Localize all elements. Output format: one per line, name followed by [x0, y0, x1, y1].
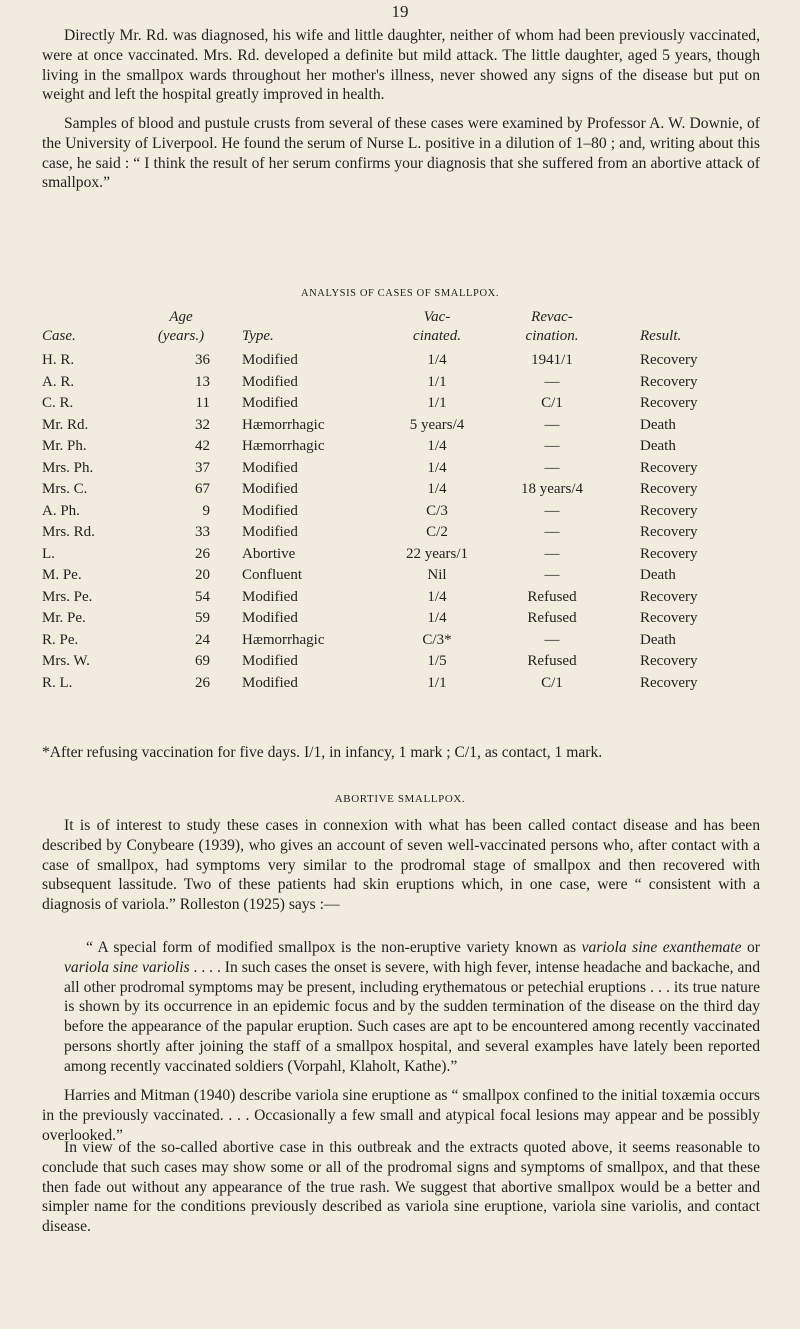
table-cell: — [544, 567, 560, 584]
section-title: ABORTIVE SMALLPOX. [334, 793, 466, 805]
table-cell: C. R. [42, 395, 74, 412]
table-cell: Confluent [242, 567, 302, 584]
table-cell: Recovery [640, 395, 698, 412]
table-cell: Modified [242, 588, 298, 605]
table-cell: Recovery [640, 481, 698, 498]
table-cell: A. Ph. [42, 502, 80, 519]
table-header-row [42, 306, 750, 350]
table-cell: Death [640, 631, 676, 648]
smallpox-cases-table [42, 306, 750, 694]
table-cell: Recovery [640, 373, 698, 390]
table-cell: Nil [427, 567, 447, 584]
table-row [42, 501, 750, 523]
table-cell: C/1 [541, 674, 563, 691]
table-cell: Mrs. Pe. [42, 588, 93, 605]
table-cell: C/3* [422, 631, 452, 648]
table-row [42, 479, 750, 501]
table-cell: Mrs. C. [42, 481, 88, 498]
table-row [42, 458, 750, 480]
table-cell: Mr. Pe. [42, 610, 86, 627]
page-number: 19 [391, 2, 409, 21]
table-cell: 11 [195, 395, 210, 412]
table-cell: Refused [527, 653, 577, 670]
table-cell: 59 [195, 610, 210, 627]
table-cell: 37 [195, 459, 210, 476]
column-header: Revac- cination. [525, 309, 579, 344]
table-cell: Mrs. Ph. [42, 459, 94, 476]
table-cell: 54 [195, 588, 210, 605]
table-row [42, 544, 750, 566]
table-cell: Mr. Ph. [42, 438, 87, 455]
table-cell: Modified [242, 481, 298, 498]
table-cell: Modified [242, 352, 298, 369]
table-cell: — [544, 438, 560, 455]
quote-term: variola sine variolis [64, 958, 190, 976]
table-cell: 1/4 [427, 352, 447, 369]
table-cell: Recovery [640, 459, 698, 476]
column-header: Result. [640, 328, 682, 344]
table-cell: Modified [242, 459, 298, 476]
table-cell: 1/1 [427, 395, 447, 412]
table-row [42, 630, 750, 652]
table-cell: 1/5 [427, 653, 447, 670]
table-cell: 24 [195, 631, 210, 648]
paragraph-serum: Samples of blood and pustule crusts from several of these cases were examined by Professor A. W. Downie, of the University of Liverpool. He found the serum of Nurse L. positive in a dilution of 1–80 ; and, writing about this case, he said : “ I think the result of her serum confirms your diagnosis that she suffered from an abortive attack of smallpox.” [42, 115, 760, 192]
column-header: Age (years.) [157, 309, 205, 344]
table-cell: Mrs. Rd. [42, 524, 95, 541]
table-cell: Hæmorrhagic [242, 631, 325, 648]
table-cell: 67 [195, 481, 210, 498]
table-footnote: *After refusing vaccination for five days. I/1, in infancy, 1 mark ; C/1, as contact, 1 mark. [42, 744, 603, 761]
table-cell: — [544, 502, 560, 519]
table-row [42, 372, 750, 394]
table-cell: Death [640, 567, 676, 584]
table-cell: 42 [195, 438, 210, 455]
table-cell: 33 [195, 524, 210, 541]
table-row [42, 608, 750, 630]
table-cell: Modified [242, 373, 298, 390]
table-cell: Recovery [640, 545, 698, 562]
column-header: Type. [242, 328, 274, 344]
table-cell: Modified [242, 502, 298, 519]
paragraph-harries-mitman: Harries and Mitman (1940) describe variola sine eruptione as “ smallpox confined to the initial toxæmia occurs in the previously vaccinated. . . . Occasionally a few small and atypical focal lesions may appear and be possibly overlooked.” [42, 1087, 760, 1144]
column-header: Case. [42, 328, 76, 344]
table-cell: 1/4 [427, 610, 447, 627]
table-cell: — [544, 545, 560, 562]
table-cell: C/3 [426, 502, 448, 519]
table-cell: A. R. [42, 373, 75, 390]
table-row [42, 350, 750, 372]
table-cell: — [544, 524, 560, 541]
table-cell: Recovery [640, 524, 698, 541]
quote-term: variola sine exanthemate [581, 939, 742, 956]
paragraph-contact-disease: It is of interest to study these cases in connexion with what has been called contact disease and has been described by Conybeare (1939), who gives an account of seven well-vaccinated persons who, after contact with a case of smallpox, had symptoms very similar to the prodromal stage of smallpox and then recovered with subsequent lassitude. Two of these patients had skin eruptions which, in one case, were “ consistent with a diagnosis of variola.” Rolleston (1925) says :— [42, 817, 760, 914]
table-cell: Recovery [640, 653, 698, 670]
table-cell: Mr. Rd. [42, 416, 89, 433]
column-header: Vac- cinated. [413, 309, 461, 344]
table-cell: 69 [195, 653, 210, 670]
table-cell: C/2 [426, 524, 448, 541]
table-cell: Death [640, 416, 676, 433]
table-cell: R. L. [42, 674, 73, 691]
table-cell: Modified [242, 653, 298, 670]
table-row [42, 587, 750, 609]
table-cell: Recovery [640, 502, 698, 519]
table-row [42, 565, 750, 587]
table-cell: 1941/1 [531, 352, 573, 369]
table-cell: M. Pe. [42, 567, 82, 584]
table-cell: 1/4 [427, 459, 447, 476]
quote-text: “ A special form of modified smallpox is the non-eruptive variety known as [86, 939, 582, 956]
table-cell: C/1 [541, 395, 563, 412]
table-cell: Death [640, 438, 676, 455]
table-cell: 9 [202, 502, 210, 519]
table-cell: Hæmorrhagic [242, 416, 325, 433]
table-row [42, 436, 750, 458]
table-cell: 1/1 [427, 373, 447, 390]
table-row [42, 673, 750, 695]
quotation-rolleston [64, 938, 760, 1077]
table-cell: — [544, 373, 560, 390]
table-cell: 1/4 [427, 481, 447, 498]
table-cell: Modified [242, 610, 298, 627]
table-cell: 13 [195, 373, 210, 390]
table-cell: — [544, 416, 560, 433]
table-row [42, 651, 750, 673]
quote-text: . . . . In such cases the onset is severe, with high fever, intense headache and backache, and all other prodromal symptoms may be present, including erythematous or petechial eruptions . . . its true nature is shown by its occurrence in an epidemic focus and by the sudden termination of the disease on the third day before the appearance of the papular eruption. Such cases are apt to be encountered among recently vaccinated persons shortly after joining the staff of a smallpox hospital, and several examples have lately been reported among recently vaccinated soldiers (Vorpahl, Klaholt, Kathe).” [64, 958, 760, 1075]
table-cell: L. [42, 545, 55, 562]
table-cell: 20 [195, 567, 210, 584]
table-cell: Modified [242, 395, 298, 412]
table-row [42, 393, 750, 415]
table-row [42, 522, 750, 544]
table-cell: 5 years/4 [409, 416, 465, 433]
table-cell: Refused [527, 610, 577, 627]
table-title: ANALYSIS OF CASES OF SMALLPOX. [300, 288, 500, 299]
table-cell: Recovery [640, 610, 698, 627]
table-cell: R. Pe. [42, 631, 79, 648]
table-cell: 1/4 [427, 588, 447, 605]
table-cell: — [544, 459, 560, 476]
table-cell: 32 [195, 416, 210, 433]
table-cell: 26 [195, 545, 210, 562]
table-cell: Recovery [640, 674, 698, 691]
table-cell: H. R. [42, 352, 75, 369]
table-cell: 1/1 [427, 674, 447, 691]
table-cell: Hæmorrhagic [242, 438, 325, 455]
paragraph-conclusion: In view of the so-called abortive case in this outbreak and the extracts quoted above, it seems reasonable to conclude that such cases may show some or all of the prodromal signs and symptoms of smallpox, and that these then fade out without any appearance of the true rash. We suggest that abortive smallpox would be a better and simpler name for the conditions previously described as variola sine eruptione, variola sine variolis, and contact disease. [42, 1139, 760, 1236]
table-cell: Modified [242, 524, 298, 541]
table-cell: Abortive [242, 545, 296, 562]
table-cell: Recovery [640, 352, 698, 369]
paragraph-vaccination: Directly Mr. Rd. was diagnosed, his wife and little daughter, neither of whom had been previously vaccinated, were at once vaccinated. Mrs. Rd. developed a definite but mild attack. The little daughter, aged 5 years, though living in the smallpox wards throughout her mother's illness, never showed any signs of the disease but put on weight and left the hospital greatly improved in health. [42, 27, 760, 104]
table-cell: 26 [195, 674, 210, 691]
table-cell: Modified [242, 674, 298, 691]
quote-text: or [741, 939, 760, 956]
table-cell: 22 years/1 [405, 545, 469, 562]
table-cell: Recovery [640, 588, 698, 605]
table-row [42, 415, 750, 437]
table-cell: — [544, 631, 560, 648]
table-cell: 36 [195, 352, 210, 369]
table-cell: Refused [527, 588, 577, 605]
table-cell: 1/4 [427, 438, 447, 455]
table-cell: 18 years/4 [520, 481, 584, 498]
table-cell: Mrs. W. [42, 653, 90, 670]
